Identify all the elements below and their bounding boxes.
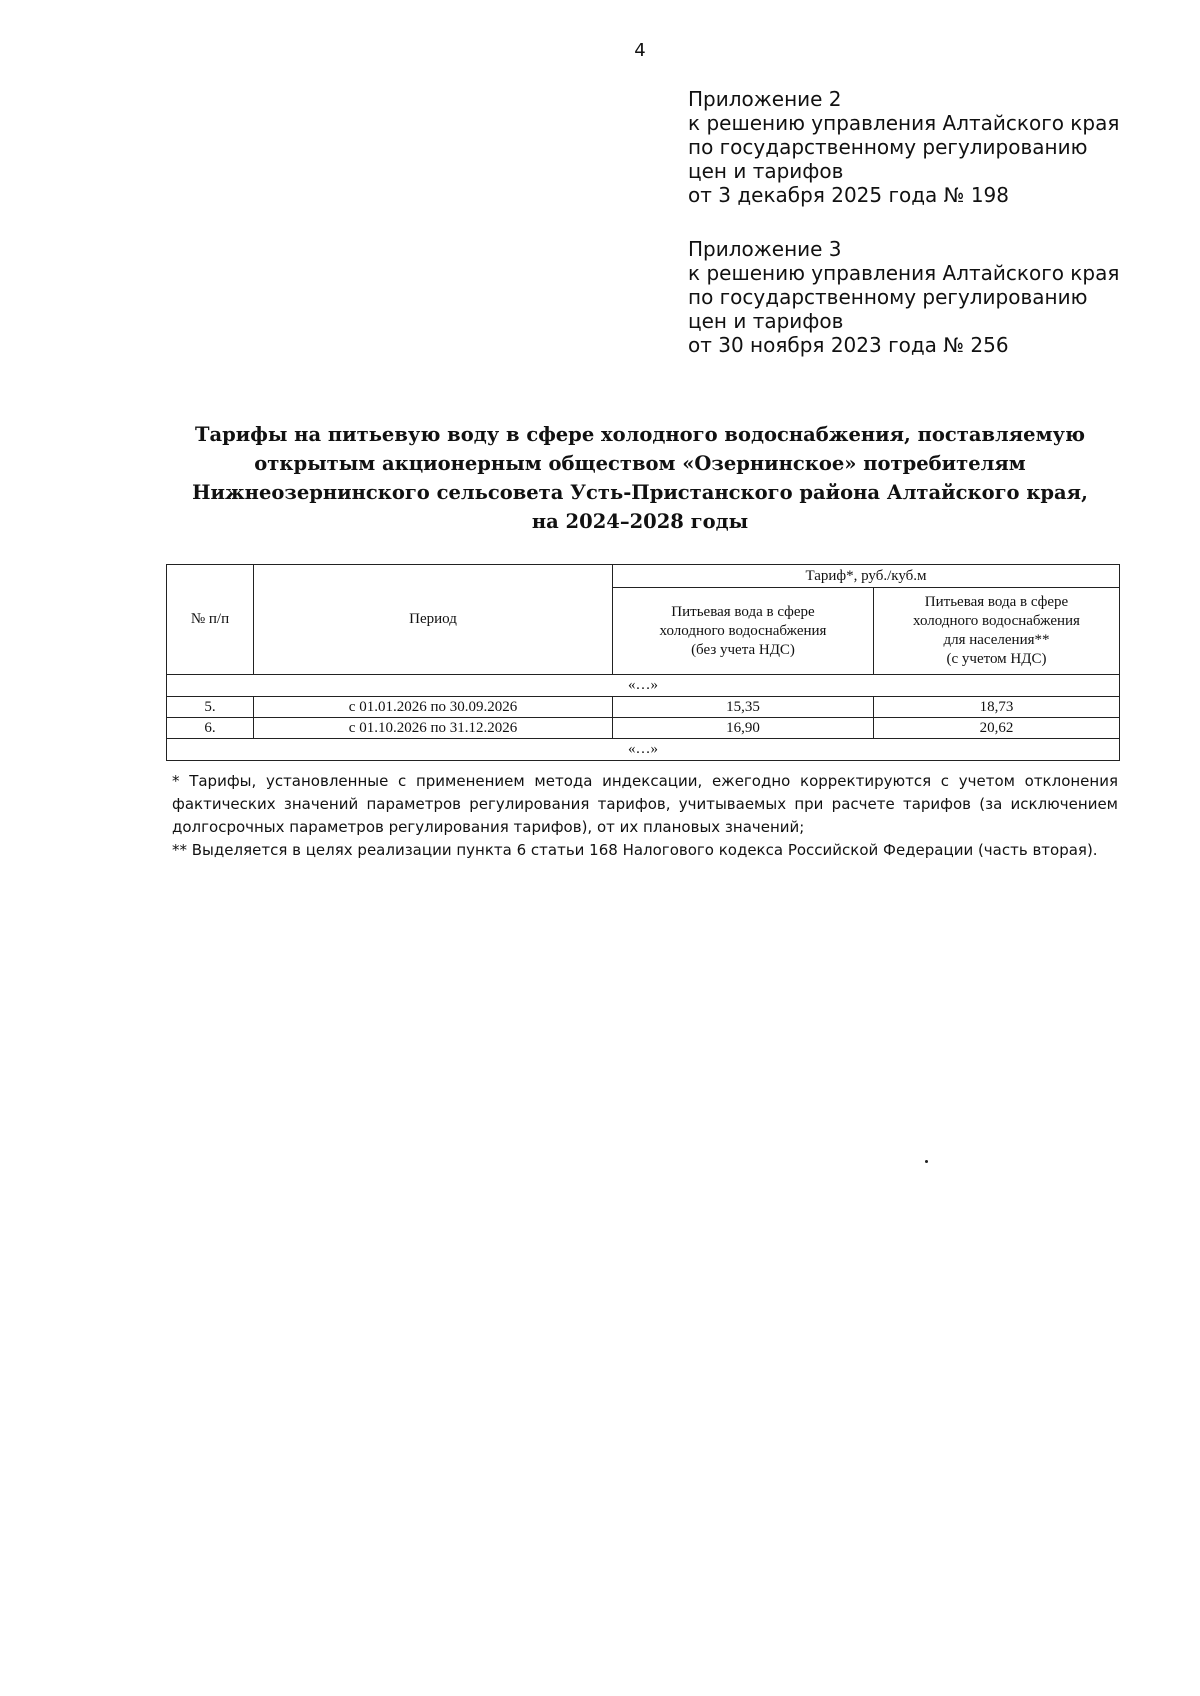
header-line: (без учета НДС) xyxy=(691,641,795,658)
appendix-2-line: к решению управления Алтайского края xyxy=(688,111,1120,135)
appendix-2-line: Приложение 2 xyxy=(688,87,842,111)
title-line: Нижнеозернинского сельсовета Усть-Пристанского района Алтайского края, xyxy=(192,481,1088,504)
table-row xyxy=(167,675,1120,697)
appendix-3-line: по государственному регулированию xyxy=(688,285,1088,309)
table-row xyxy=(167,718,1120,739)
appendix-3-line: от 30 ноября 2023 года № 256 xyxy=(688,333,1009,357)
appendix-2-line: цен и тарифов xyxy=(688,159,844,183)
header-line: для населения** xyxy=(943,632,1050,648)
header-period: Период xyxy=(254,565,613,675)
row-period: с 01.01.2026 по 30.09.2026 xyxy=(254,697,613,718)
document-title xyxy=(160,420,1120,536)
header-line: Питьевая вода в сфере xyxy=(671,603,815,620)
title-line: открытым акционерным обществом «Озернинское» потребителям xyxy=(254,452,1026,475)
header-tariff-without-vat xyxy=(613,588,874,675)
title-line: на 2024–2028 годы xyxy=(531,510,749,533)
footnote-2: ** Выделяется в целях реализации пункта 6 статьи 168 Налогового кодекса Российской Федерации (часть вторая). xyxy=(172,841,1098,859)
table-row xyxy=(167,697,1120,718)
appendix-3-line: цен и тарифов xyxy=(688,309,844,333)
header-line: холодного водоснабжения xyxy=(913,613,1080,629)
table-row xyxy=(167,739,1120,761)
appendix-3-block xyxy=(688,237,1148,357)
row-number: 5. xyxy=(167,697,254,718)
row-tariff-with-vat: 18,73 xyxy=(874,697,1120,718)
appendix-2-line: по государственному регулированию xyxy=(688,135,1088,159)
scan-speck xyxy=(925,1160,928,1163)
header-number: № п/п xyxy=(167,565,254,675)
row-number: 6. xyxy=(167,718,254,739)
table-header-row xyxy=(167,565,1120,588)
header-line: холодного водоснабжения xyxy=(659,622,827,639)
ellipsis-cell: «…» xyxy=(167,739,1120,761)
header-line: Питьевая вода в сфере xyxy=(924,594,1069,610)
tariff-table xyxy=(166,564,1120,761)
footnotes xyxy=(172,770,1118,862)
ellipsis-cell: «…» xyxy=(167,675,1120,697)
header-tariff-with-vat xyxy=(874,588,1120,675)
header-tariff: Тариф*, руб./куб.м xyxy=(613,565,1120,588)
header-line: (с учетом НДС) xyxy=(946,651,1047,667)
appendix-2-line: от 3 декабря 2025 года № 198 xyxy=(688,183,1009,207)
title-line: Тарифы на питьевую воду в сфере холодного водоснабжения, поставляемую xyxy=(195,423,1085,446)
row-tariff-without-vat: 15,35 xyxy=(613,697,874,718)
row-tariff-without-vat: 16,90 xyxy=(613,718,874,739)
appendix-3-line: к решению управления Алтайского края xyxy=(688,261,1120,285)
footnote-1: * Тарифы, установленные с применением метода индексации, ежегодно корректируются с учетом отклонения фактических значений параметров регулирования тарифов, учитываемых при расчете тарифов (за исключением долгосрочных параметров регулирования тарифов), от их плановых значений; xyxy=(172,772,1118,836)
row-tariff-with-vat: 20,62 xyxy=(874,718,1120,739)
appendix-3-line: Приложение 3 xyxy=(688,237,842,261)
appendix-2-block xyxy=(688,87,1148,207)
row-period: с 01.10.2026 по 31.12.2026 xyxy=(254,718,613,739)
page-number: 4 xyxy=(634,40,646,61)
